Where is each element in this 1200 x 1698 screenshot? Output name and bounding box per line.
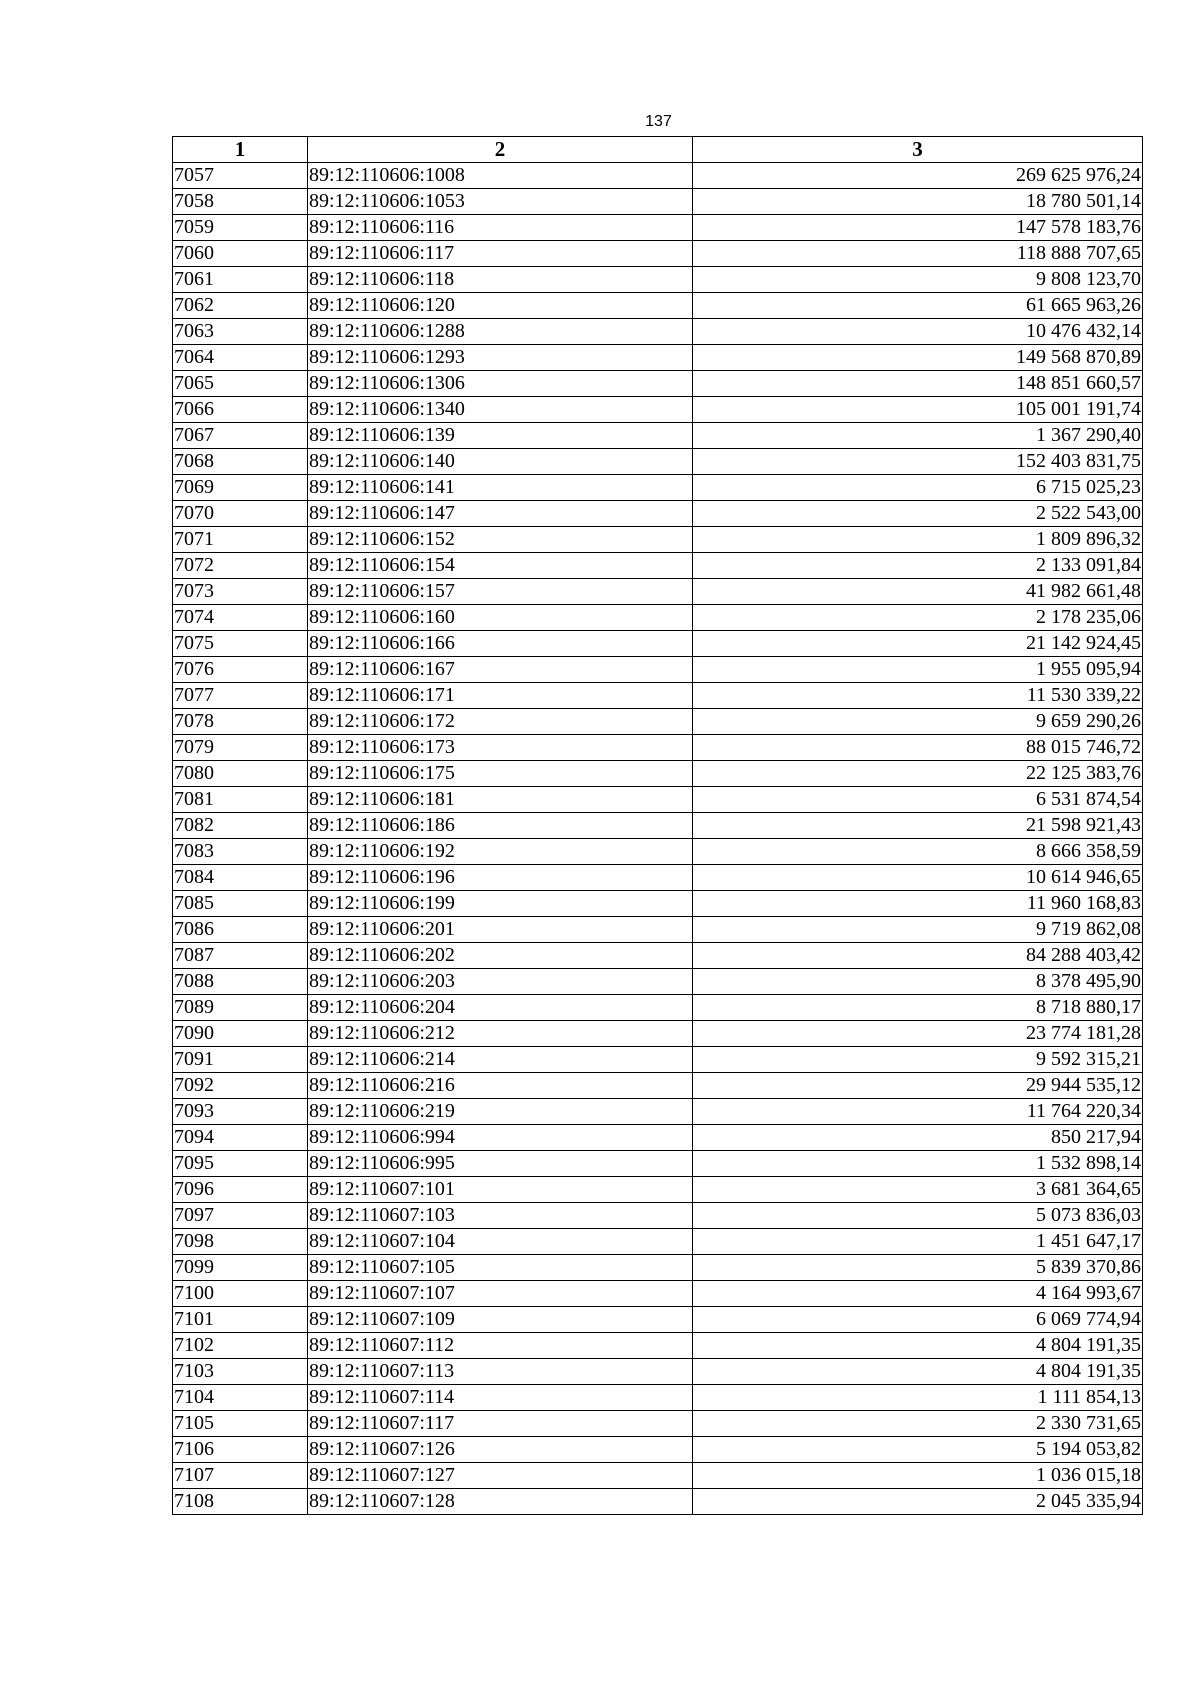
cadastral-number-cell: 89:12:110607:112 (308, 1333, 693, 1359)
value-cell: 1 036 015,18 (693, 1463, 1143, 1489)
cadastral-number-cell: 89:12:110606:202 (308, 943, 693, 969)
value-cell: 22 125 383,76 (693, 761, 1143, 787)
row-number-cell: 7102 (173, 1333, 308, 1359)
value-cell: 11 960 168,83 (693, 891, 1143, 917)
row-number-cell: 7099 (173, 1255, 308, 1281)
table-row (173, 735, 1143, 761)
value-cell: 5 194 053,82 (693, 1437, 1143, 1463)
row-number-cell: 7085 (173, 891, 308, 917)
value-cell: 4 804 191,35 (693, 1359, 1143, 1385)
table-row (173, 1359, 1143, 1385)
table-row (173, 761, 1143, 787)
cadastral-number-cell: 89:12:110606:1306 (308, 371, 693, 397)
table-row (173, 1151, 1143, 1177)
row-number-cell: 7062 (173, 293, 308, 319)
cadastral-number-cell: 89:12:110606:203 (308, 969, 693, 995)
row-number-cell: 7089 (173, 995, 308, 1021)
value-cell: 147 578 183,76 (693, 215, 1143, 241)
row-number-cell: 7060 (173, 241, 308, 267)
value-cell: 11 530 339,22 (693, 683, 1143, 709)
table-row (173, 839, 1143, 865)
value-cell: 10 614 946,65 (693, 865, 1143, 891)
table-row (173, 787, 1143, 813)
table-row (173, 293, 1143, 319)
table-row (173, 1385, 1143, 1411)
table-row (173, 605, 1143, 631)
row-number-cell: 7088 (173, 969, 308, 995)
row-number-cell: 7084 (173, 865, 308, 891)
cadastral-number-cell: 89:12:110606:196 (308, 865, 693, 891)
table-row (173, 579, 1143, 605)
row-number-cell: 7094 (173, 1125, 308, 1151)
value-cell: 2 522 543,00 (693, 501, 1143, 527)
value-cell: 118 888 707,65 (693, 241, 1143, 267)
row-number-cell: 7078 (173, 709, 308, 735)
row-number-cell: 7066 (173, 397, 308, 423)
cadastral-number-cell: 89:12:110606:166 (308, 631, 693, 657)
table-row (173, 891, 1143, 917)
row-number-cell: 7065 (173, 371, 308, 397)
table-row (173, 163, 1143, 189)
value-cell: 3 681 364,65 (693, 1177, 1143, 1203)
cadastral-number-cell: 89:12:110606:140 (308, 449, 693, 475)
value-cell: 1 367 290,40 (693, 423, 1143, 449)
value-cell: 84 288 403,42 (693, 943, 1143, 969)
row-number-cell: 7058 (173, 189, 308, 215)
cadastral-number-cell: 89:12:110607:101 (308, 1177, 693, 1203)
column-header-3: 3 (693, 137, 1143, 163)
cadastral-number-cell: 89:12:110606:157 (308, 579, 693, 605)
value-cell: 21 142 924,45 (693, 631, 1143, 657)
row-number-cell: 7091 (173, 1047, 308, 1073)
table-row (173, 813, 1143, 839)
row-number-cell: 7101 (173, 1307, 308, 1333)
cadastral-number-cell: 89:12:110607:128 (308, 1489, 693, 1515)
row-number-cell: 7057 (173, 163, 308, 189)
row-number-cell: 7103 (173, 1359, 308, 1385)
table-row (173, 501, 1143, 527)
value-cell: 152 403 831,75 (693, 449, 1143, 475)
row-number-cell: 7064 (173, 345, 308, 371)
cadastral-number-cell: 89:12:110606:1008 (308, 163, 693, 189)
row-number-cell: 7096 (173, 1177, 308, 1203)
cadastral-number-cell: 89:12:110606:147 (308, 501, 693, 527)
table-row (173, 1489, 1143, 1515)
table-row (173, 397, 1143, 423)
cadastral-number-cell: 89:12:110606:995 (308, 1151, 693, 1177)
row-number-cell: 7090 (173, 1021, 308, 1047)
value-cell: 149 568 870,89 (693, 345, 1143, 371)
row-number-cell: 7081 (173, 787, 308, 813)
table-row (173, 267, 1143, 293)
row-number-cell: 7063 (173, 319, 308, 345)
table-row (173, 917, 1143, 943)
table-row (173, 631, 1143, 657)
value-cell: 1 111 854,13 (693, 1385, 1143, 1411)
value-cell: 10 476 432,14 (693, 319, 1143, 345)
cadastral-number-cell: 89:12:110606:199 (308, 891, 693, 917)
row-number-cell: 7098 (173, 1229, 308, 1255)
table-row (173, 345, 1143, 371)
cadastral-number-cell: 89:12:110606:171 (308, 683, 693, 709)
table-row (173, 1255, 1143, 1281)
value-cell: 4 804 191,35 (693, 1333, 1143, 1359)
table-row (173, 1333, 1143, 1359)
value-cell: 9 659 290,26 (693, 709, 1143, 735)
value-cell: 148 851 660,57 (693, 371, 1143, 397)
table-row (173, 215, 1143, 241)
table-row (173, 241, 1143, 267)
row-number-cell: 7072 (173, 553, 308, 579)
cadastral-number-cell: 89:12:110607:117 (308, 1411, 693, 1437)
row-number-cell: 7086 (173, 917, 308, 943)
table-row (173, 1411, 1143, 1437)
page-number: 137 (645, 113, 672, 130)
value-cell: 6 531 874,54 (693, 787, 1143, 813)
cadastral-number-cell: 89:12:110606:173 (308, 735, 693, 761)
cadastral-number-cell: 89:12:110606:117 (308, 241, 693, 267)
table-row (173, 865, 1143, 891)
cadastral-number-cell: 89:12:110606:1293 (308, 345, 693, 371)
cadastral-number-cell: 89:12:110606:167 (308, 657, 693, 683)
table-row (173, 1281, 1143, 1307)
value-cell: 5 839 370,86 (693, 1255, 1143, 1281)
value-cell: 21 598 921,43 (693, 813, 1143, 839)
value-cell: 11 764 220,34 (693, 1099, 1143, 1125)
row-number-cell: 7093 (173, 1099, 308, 1125)
row-number-cell: 7092 (173, 1073, 308, 1099)
row-number-cell: 7105 (173, 1411, 308, 1437)
cadastral-number-cell: 89:12:110606:154 (308, 553, 693, 579)
table-header-row (173, 137, 1143, 163)
cadastral-number-cell: 89:12:110606:175 (308, 761, 693, 787)
cadastral-number-cell: 89:12:110607:114 (308, 1385, 693, 1411)
cadastral-number-cell: 89:12:110606:152 (308, 527, 693, 553)
row-number-cell: 7077 (173, 683, 308, 709)
table-row (173, 319, 1143, 345)
cadastral-number-cell: 89:12:110607:127 (308, 1463, 693, 1489)
row-number-cell: 7069 (173, 475, 308, 501)
value-cell: 88 015 746,72 (693, 735, 1143, 761)
value-cell: 23 774 181,28 (693, 1021, 1143, 1047)
row-number-cell: 7082 (173, 813, 308, 839)
table-row (173, 1437, 1143, 1463)
cadastral-number-cell: 89:12:110606:1340 (308, 397, 693, 423)
value-cell: 2 178 235,06 (693, 605, 1143, 631)
row-number-cell: 7100 (173, 1281, 308, 1307)
row-number-cell: 7080 (173, 761, 308, 787)
cadastral-number-cell: 89:12:110606:192 (308, 839, 693, 865)
column-header-1: 1 (173, 137, 308, 163)
cadastral-number-cell: 89:12:110606:1288 (308, 319, 693, 345)
value-cell: 2 045 335,94 (693, 1489, 1143, 1515)
cadastral-number-cell: 89:12:110606:172 (308, 709, 693, 735)
table-row (173, 371, 1143, 397)
cadastral-number-cell: 89:12:110606:219 (308, 1099, 693, 1125)
value-cell: 9 592 315,21 (693, 1047, 1143, 1073)
cadastral-number-cell: 89:12:110607:104 (308, 1229, 693, 1255)
cadastral-number-cell: 89:12:110607:126 (308, 1437, 693, 1463)
value-cell: 105 001 191,74 (693, 397, 1143, 423)
row-number-cell: 7108 (173, 1489, 308, 1515)
table-body (173, 163, 1143, 1515)
cadastral-number-cell: 89:12:110606:139 (308, 423, 693, 449)
table-row (173, 1229, 1143, 1255)
table-row (173, 1099, 1143, 1125)
cadastral-number-cell: 89:12:110606:116 (308, 215, 693, 241)
cadastral-number-cell: 89:12:110606:214 (308, 1047, 693, 1073)
table-row (173, 1463, 1143, 1489)
value-cell: 2 133 091,84 (693, 553, 1143, 579)
table-row (173, 1047, 1143, 1073)
row-number-cell: 7097 (173, 1203, 308, 1229)
value-cell: 9 719 862,08 (693, 917, 1143, 943)
cadastral-number-cell: 89:12:110606:212 (308, 1021, 693, 1047)
table-row (173, 527, 1143, 553)
table-row (173, 683, 1143, 709)
value-cell: 1 451 647,17 (693, 1229, 1143, 1255)
table-row (173, 1073, 1143, 1099)
value-cell: 18 780 501,14 (693, 189, 1143, 215)
row-number-cell: 7073 (173, 579, 308, 605)
row-number-cell: 7071 (173, 527, 308, 553)
row-number-cell: 7061 (173, 267, 308, 293)
value-cell: 6 069 774,94 (693, 1307, 1143, 1333)
row-number-cell: 7104 (173, 1385, 308, 1411)
value-cell: 1 809 896,32 (693, 527, 1143, 553)
value-cell: 5 073 836,03 (693, 1203, 1143, 1229)
table-row (173, 943, 1143, 969)
cadastral-number-cell: 89:12:110606:120 (308, 293, 693, 319)
cadastral-number-cell: 89:12:110606:994 (308, 1125, 693, 1151)
cadastral-number-cell: 89:12:110606:181 (308, 787, 693, 813)
cadastral-number-cell: 89:12:110606:141 (308, 475, 693, 501)
value-cell: 1 532 898,14 (693, 1151, 1143, 1177)
column-header-2: 2 (308, 137, 693, 163)
cadastral-number-cell: 89:12:110606:186 (308, 813, 693, 839)
value-cell: 61 665 963,26 (693, 293, 1143, 319)
table-row (173, 1021, 1143, 1047)
value-cell: 9 808 123,70 (693, 267, 1143, 293)
value-cell: 29 944 535,12 (693, 1073, 1143, 1099)
table-row (173, 553, 1143, 579)
value-cell: 8 378 495,90 (693, 969, 1143, 995)
row-number-cell: 7067 (173, 423, 308, 449)
row-number-cell: 7095 (173, 1151, 308, 1177)
table-row (173, 657, 1143, 683)
cadastral-number-cell: 89:12:110607:109 (308, 1307, 693, 1333)
data-table (172, 136, 1143, 1515)
cadastral-number-cell: 89:12:110607:103 (308, 1203, 693, 1229)
table-row (173, 1125, 1143, 1151)
table-row (173, 475, 1143, 501)
cadastral-number-cell: 89:12:110606:204 (308, 995, 693, 1021)
row-number-cell: 7079 (173, 735, 308, 761)
cadastral-number-cell: 89:12:110606:201 (308, 917, 693, 943)
value-cell: 8 666 358,59 (693, 839, 1143, 865)
value-cell: 41 982 661,48 (693, 579, 1143, 605)
cadastral-number-cell: 89:12:110607:113 (308, 1359, 693, 1385)
row-number-cell: 7087 (173, 943, 308, 969)
row-number-cell: 7068 (173, 449, 308, 475)
cadastral-number-cell: 89:12:110606:216 (308, 1073, 693, 1099)
cadastral-number-cell: 89:12:110606:118 (308, 267, 693, 293)
cadastral-number-cell: 89:12:110607:107 (308, 1281, 693, 1307)
row-number-cell: 7074 (173, 605, 308, 631)
cadastral-number-cell: 89:12:110606:160 (308, 605, 693, 631)
table-row (173, 709, 1143, 735)
row-number-cell: 7070 (173, 501, 308, 527)
row-number-cell: 7106 (173, 1437, 308, 1463)
value-cell: 4 164 993,67 (693, 1281, 1143, 1307)
table-row (173, 1203, 1143, 1229)
row-number-cell: 7083 (173, 839, 308, 865)
cadastral-number-cell: 89:12:110606:1053 (308, 189, 693, 215)
cadastral-number-cell: 89:12:110607:105 (308, 1255, 693, 1281)
value-cell: 8 718 880,17 (693, 995, 1143, 1021)
table-row (173, 995, 1143, 1021)
table-row (173, 1307, 1143, 1333)
value-cell: 1 955 095,94 (693, 657, 1143, 683)
row-number-cell: 7059 (173, 215, 308, 241)
table-row (173, 423, 1143, 449)
row-number-cell: 7076 (173, 657, 308, 683)
value-cell: 6 715 025,23 (693, 475, 1143, 501)
table-row (173, 1177, 1143, 1203)
value-cell: 269 625 976,24 (693, 163, 1143, 189)
table-row (173, 189, 1143, 215)
value-cell: 850 217,94 (693, 1125, 1143, 1151)
table-row (173, 969, 1143, 995)
row-number-cell: 7107 (173, 1463, 308, 1489)
value-cell: 2 330 731,65 (693, 1411, 1143, 1437)
row-number-cell: 7075 (173, 631, 308, 657)
table-row (173, 449, 1143, 475)
